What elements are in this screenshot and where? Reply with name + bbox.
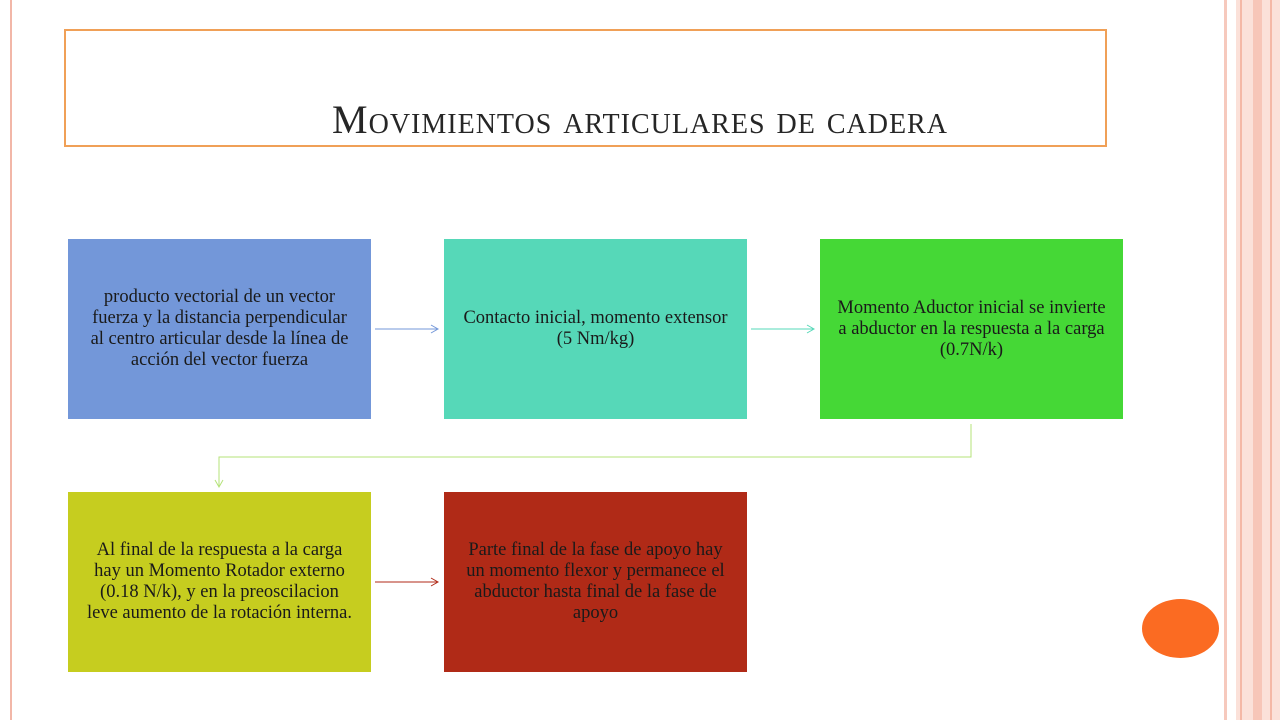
decorative-orange-circle	[1142, 599, 1219, 658]
flow-node-flexor-moment	[444, 492, 747, 672]
flow-node-initial-contact	[444, 239, 747, 419]
flow-node-text: Al final de la respuesta a la carga hay un Momento Rotador externo (0.18 N/k), y en la preoscilacion leve aumento de la rotación interna.	[86, 540, 353, 623]
flow-node-text: Momento Aductor inicial se invierte a abductor en la respuesta a la carga (0.7N/k)	[837, 297, 1106, 360]
flow-node-adductor-moment	[820, 239, 1123, 419]
flow-node-vector-product	[68, 239, 371, 419]
slide-title: Movimientos articulares de cadera	[332, 97, 948, 142]
flow-node-text: producto vectorial de un vector fuerza y la distancia perpendicular al centro articular desde la línea de acción del vector fuerza	[90, 287, 349, 370]
flow-node-external-rotator	[68, 492, 371, 672]
flow-node-text: Parte final de la fase de apoyo hay un momento flexor y permanece el abductor hasta final de la fase de apoyo	[466, 540, 725, 623]
arrow-node3-to-node4	[219, 424, 971, 486]
flow-node-text: Contacto inicial, momento extensor (5 Nm/kg)	[463, 308, 728, 349]
